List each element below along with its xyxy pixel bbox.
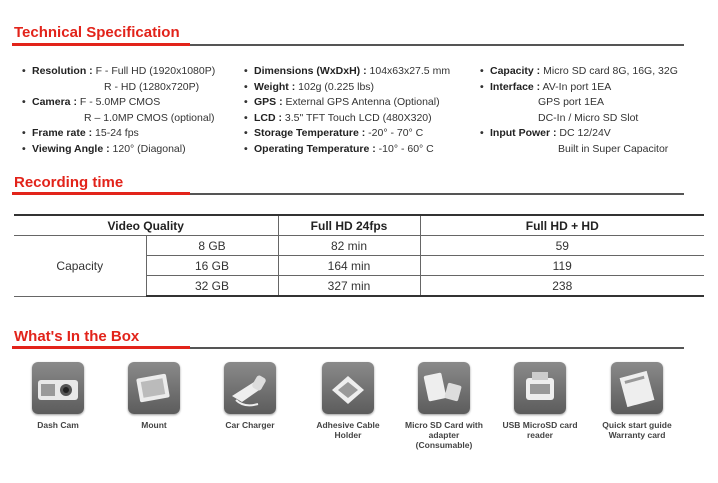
spec-label: Input Power : [490, 127, 557, 139]
spec-item [244, 64, 450, 80]
cell-size: 32 GB [146, 276, 278, 297]
spec-label: Interface : [490, 80, 541, 93]
bullet-icon: • [244, 142, 248, 155]
spec-value: AV-In port 1EA [542, 80, 612, 93]
spec-value: Micro SD card 8G, 16G, 32G [543, 65, 678, 77]
spec-column [22, 64, 215, 157]
bullet-icon: • [244, 127, 248, 139]
spec-value: -10° - 60° C [378, 142, 434, 155]
spec-item [480, 126, 678, 142]
bullet-icon: • [22, 142, 26, 155]
spec-item [22, 64, 215, 80]
spec-value: -20° - 70° C [368, 127, 424, 139]
spec-value: 102g (0.225 lbs) [298, 80, 375, 93]
box-item-label: Car Charger [225, 420, 275, 430]
spec-item [244, 95, 450, 111]
capacity-label: Capacity [14, 236, 146, 297]
cell-fhd-hd: 119 [420, 256, 704, 276]
mount-icon [128, 362, 180, 414]
usb-reader-icon [514, 362, 566, 414]
recording-divider [12, 193, 684, 195]
spec-label: LCD : [254, 111, 282, 124]
header-video-quality: Video Quality [14, 215, 278, 236]
cell-fhd: 164 min [278, 256, 420, 276]
adhesive-holder-icon [322, 362, 374, 414]
spec-divider [12, 44, 684, 46]
cell-size: 8 GB [146, 236, 278, 256]
box-item-label: Dash Cam [37, 420, 79, 430]
bullet-icon: • [244, 96, 248, 108]
box-item-guide [597, 362, 677, 440]
spec-item [244, 126, 450, 142]
cell-fhd-hd: 59 [420, 236, 704, 256]
box-item-mount [114, 362, 194, 430]
box-divider [12, 347, 684, 349]
recording-title: Recording time [14, 174, 124, 191]
spec-label: Weight : [254, 80, 296, 93]
spec-item [244, 111, 450, 127]
spec-value: External GPS Antenna (Optional) [285, 96, 440, 108]
spec-value-continued: Built in Super Capacitor [558, 142, 669, 155]
box-item-car-charger [210, 362, 290, 430]
box-item-label: Micro SD Card with adapter (Consumable) [405, 420, 483, 450]
box-title: What's In the Box [14, 328, 140, 345]
table-header-row [14, 215, 704, 236]
spec-item [244, 80, 450, 96]
spec-item [480, 80, 678, 96]
bullet-icon: • [244, 65, 248, 77]
spec-label: Dimensions (WxDxH) : [254, 65, 367, 77]
spec-item [480, 64, 678, 80]
spec-item [22, 95, 215, 111]
bullet-icon: • [480, 65, 484, 77]
bullet-icon: • [480, 127, 484, 139]
box-item-label: USB MicroSD card reader [502, 420, 578, 440]
box-item-label: Adhesive Cable Holder [316, 420, 380, 440]
bullet-icon: • [22, 96, 26, 108]
spec-value: F - Full HD (1920x1080P) [95, 65, 216, 77]
table-row [14, 236, 704, 256]
box-item-micro-sd [404, 362, 484, 450]
spec-label: Resolution : [32, 65, 93, 77]
spec-column [480, 64, 678, 157]
cell-size: 16 GB [146, 256, 278, 276]
spec-item [22, 126, 215, 142]
spec-value: F - 5.0MP CMOS [79, 96, 161, 108]
bullet-icon: • [244, 80, 248, 93]
header-full-hd: Full HD 24fps [278, 215, 420, 236]
spec-value-continued: DC-In / Micro SD Slot [538, 111, 639, 124]
spec-value-continued: GPS port 1EA [538, 96, 604, 108]
micro-sd-icon [418, 362, 470, 414]
spec-label: Capacity : [490, 65, 541, 77]
box-item-label: Mount [141, 420, 167, 430]
spec-column [244, 64, 450, 157]
spec-value: DC 12/24V [559, 127, 611, 139]
spec-value: 3.5" TFT Touch LCD (480X320) [284, 111, 432, 124]
spec-label: Frame rate : [32, 127, 93, 139]
cell-fhd: 82 min [278, 236, 420, 256]
dash-cam-icon [32, 362, 84, 414]
spec-value: 15-24 fps [95, 127, 139, 139]
box-item-adhesive [308, 362, 388, 440]
cell-fhd-hd: 238 [420, 276, 704, 297]
spec-item [22, 142, 215, 158]
spec-label: Viewing Angle : [32, 142, 110, 155]
spec-value: 104x63x27.5 mm [369, 65, 451, 77]
bullet-icon: • [480, 80, 484, 93]
spec-label: Storage Temperature : [254, 127, 366, 139]
car-charger-icon [224, 362, 276, 414]
spec-value-continued: R - HD (1280x720P) [104, 80, 200, 93]
header-full-hd-hd: Full HD + HD [420, 215, 704, 236]
spec-label: GPS : [254, 96, 283, 108]
bullet-icon: • [244, 111, 248, 124]
spec-value-continued: R – 1.0MP CMOS (optional) [84, 111, 215, 124]
cell-fhd: 327 min [278, 276, 420, 297]
bullet-icon: • [22, 65, 26, 77]
spec-label: Camera : [32, 96, 77, 108]
bullet-icon: • [22, 127, 26, 139]
spec-title: Technical Specification [14, 24, 180, 41]
box-item-dash-cam [18, 362, 98, 430]
spec-item [244, 142, 450, 158]
box-item-label: Quick start guide Warranty card [602, 420, 672, 440]
spec-label: Operating Temperature : [254, 142, 376, 155]
recording-table [14, 214, 704, 297]
spec-value: 120° (Diagonal) [112, 142, 186, 155]
guide-icon [611, 362, 663, 414]
box-item-usb-reader [500, 362, 580, 440]
